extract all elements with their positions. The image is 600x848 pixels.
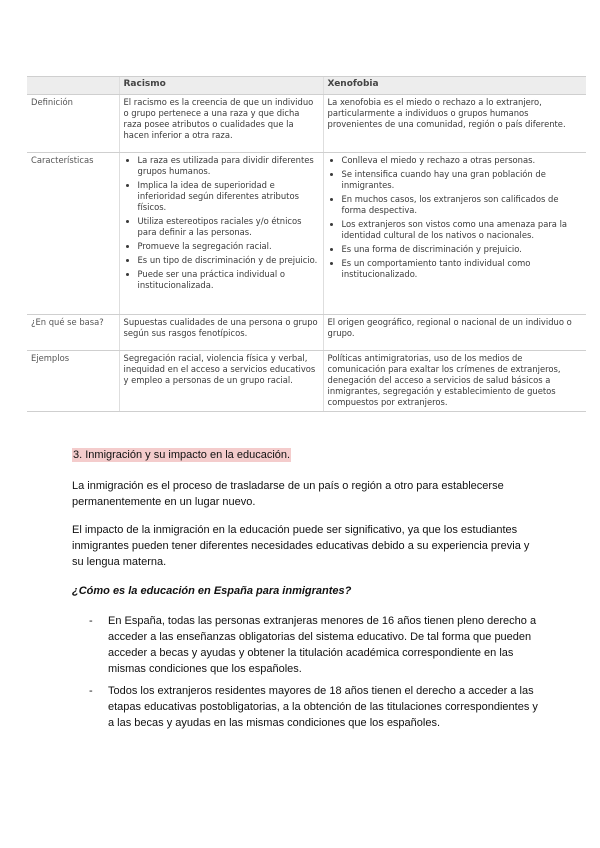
xenofobia-basis: El origen geográfico, regional o nacional de un individuo o grupo. — [323, 315, 586, 351]
xenofobia-characteristics — [323, 153, 586, 315]
row-label: Definición — [27, 95, 119, 153]
table-row-basis — [27, 315, 586, 351]
row-label: ¿En qué se basa? — [27, 315, 119, 351]
paragraph-education-impact: El impacto de la inmigración en la educación puede ser significativo, ya que los estudiantes inmigrantes pueden tener diferentes necesidades educativas debido a su experiencia previa y su lengua materna. — [72, 524, 530, 568]
dash-marker: - — [89, 615, 93, 627]
racismo-characteristics — [119, 153, 323, 315]
list-item: • Utiliza estereotipos raciales y/o étnicos para definir a las personas. — [138, 216, 319, 238]
table-row-definition — [27, 95, 586, 153]
question-heading: ¿Cómo es la educación en España para inmigrantes? — [72, 585, 352, 597]
table-row-characteristics — [27, 153, 586, 315]
list-item-text: En España, todas las personas extranjeras menores de 16 años tienen pleno derecho a acceder a las enseñanzas obligatorias del sistema educativo. De tal forma que pueden acceder a becas y ayudas y obtener la titulación académica correspondiente en las mismas condiciones que los españoles. — [108, 615, 537, 675]
list-item — [72, 683, 542, 731]
list-item: • En muchos casos, los extranjeros son calificados de forma despectiva. — [342, 194, 583, 216]
list-item: • Es una forma de discriminación y prejuicio. — [342, 244, 583, 255]
bullet-list-adults — [72, 683, 542, 731]
racismo-characteristics-list — [124, 155, 319, 291]
list-item: • Se intensifica cuando hay una gran población de inmigrantes. — [342, 169, 583, 191]
table-row-examples — [27, 351, 586, 412]
section-heading: 3. Inmigración y su impacto en la educación. — [73, 449, 291, 461]
racismo-basis: Supuestas cualidades de una persona o grupo según sus rasgos fenotípicos. — [119, 315, 323, 351]
list-item: • La raza es utilizada para dividir diferentes grupos humanos. — [138, 155, 319, 177]
dash-marker: - — [89, 685, 93, 697]
comparison-table — [27, 76, 586, 412]
header-xenofobia: Xenofobia — [323, 77, 586, 95]
bullet-list-minors — [72, 613, 542, 677]
list-item: • Implica la idea de superioridad e inferioridad según diferentes atributos físicos. — [138, 180, 319, 213]
list-item: • Conlleva el miedo y rechazo a otras personas. — [342, 155, 583, 166]
list-item: • Es un comportamiento tanto individual como institucionalizado. — [342, 258, 583, 280]
list-item — [72, 613, 542, 677]
row-label: Ejemplos — [27, 351, 119, 412]
row-label: Características — [27, 153, 119, 315]
header-racismo: Racismo — [119, 77, 323, 95]
xenofobia-definition: La xenofobia es el miedo o rechazo a lo extranjero, particularmente a individuos o grupos humanos provenientes de una comunidad, región o país diferente. — [323, 95, 586, 153]
xenofobia-characteristics-list — [328, 155, 583, 280]
racismo-definition: El racismo es la creencia de que un individuo o grupo pertenece a una raza y que dicha raza posee atributos o cualidades que la hacen inferior a otra raza. — [119, 95, 323, 153]
list-item: • Promueve la segregación racial. — [138, 241, 319, 252]
list-item: • Puede ser una práctica individual o institucionalizada. — [138, 269, 319, 291]
paragraph-immigration-definition: La inmigración es el proceso de trasladarse de un país o región a otro para establecerse permanentemente en un lugar nuevo. — [72, 480, 504, 508]
header-empty-cell — [27, 77, 119, 95]
racismo-examples: Segregación racial, violencia física y verbal, inequidad en el acceso a servicios educativos y empleo a personas de un grupo racial. — [119, 351, 323, 412]
table-header-row — [27, 77, 586, 95]
list-item: • Los extranjeros son vistos como una amenaza para la identidad cultural de los nativos o nacionales. — [342, 219, 583, 241]
list-item-text: Todos los extranjeros residentes mayores de 18 años tienen el derecho a acceder a las etapas educativas postobligatorias, a la obtención de las titulaciones correspondientes y a las becas y ayudas en las mismas condiciones que los españoles. — [108, 685, 538, 729]
xenofobia-examples: Políticas antimigratorias, uso de los medios de comunicación para exaltar los crímenes de extranjeros, denegación del acceso a servicios de salud básicos a inmigrantes, segregación y establecimiento de guetos compuestos por extranjeros. — [323, 351, 586, 412]
list-item: • Es un tipo de discriminación y de prejuicio. — [138, 255, 319, 266]
